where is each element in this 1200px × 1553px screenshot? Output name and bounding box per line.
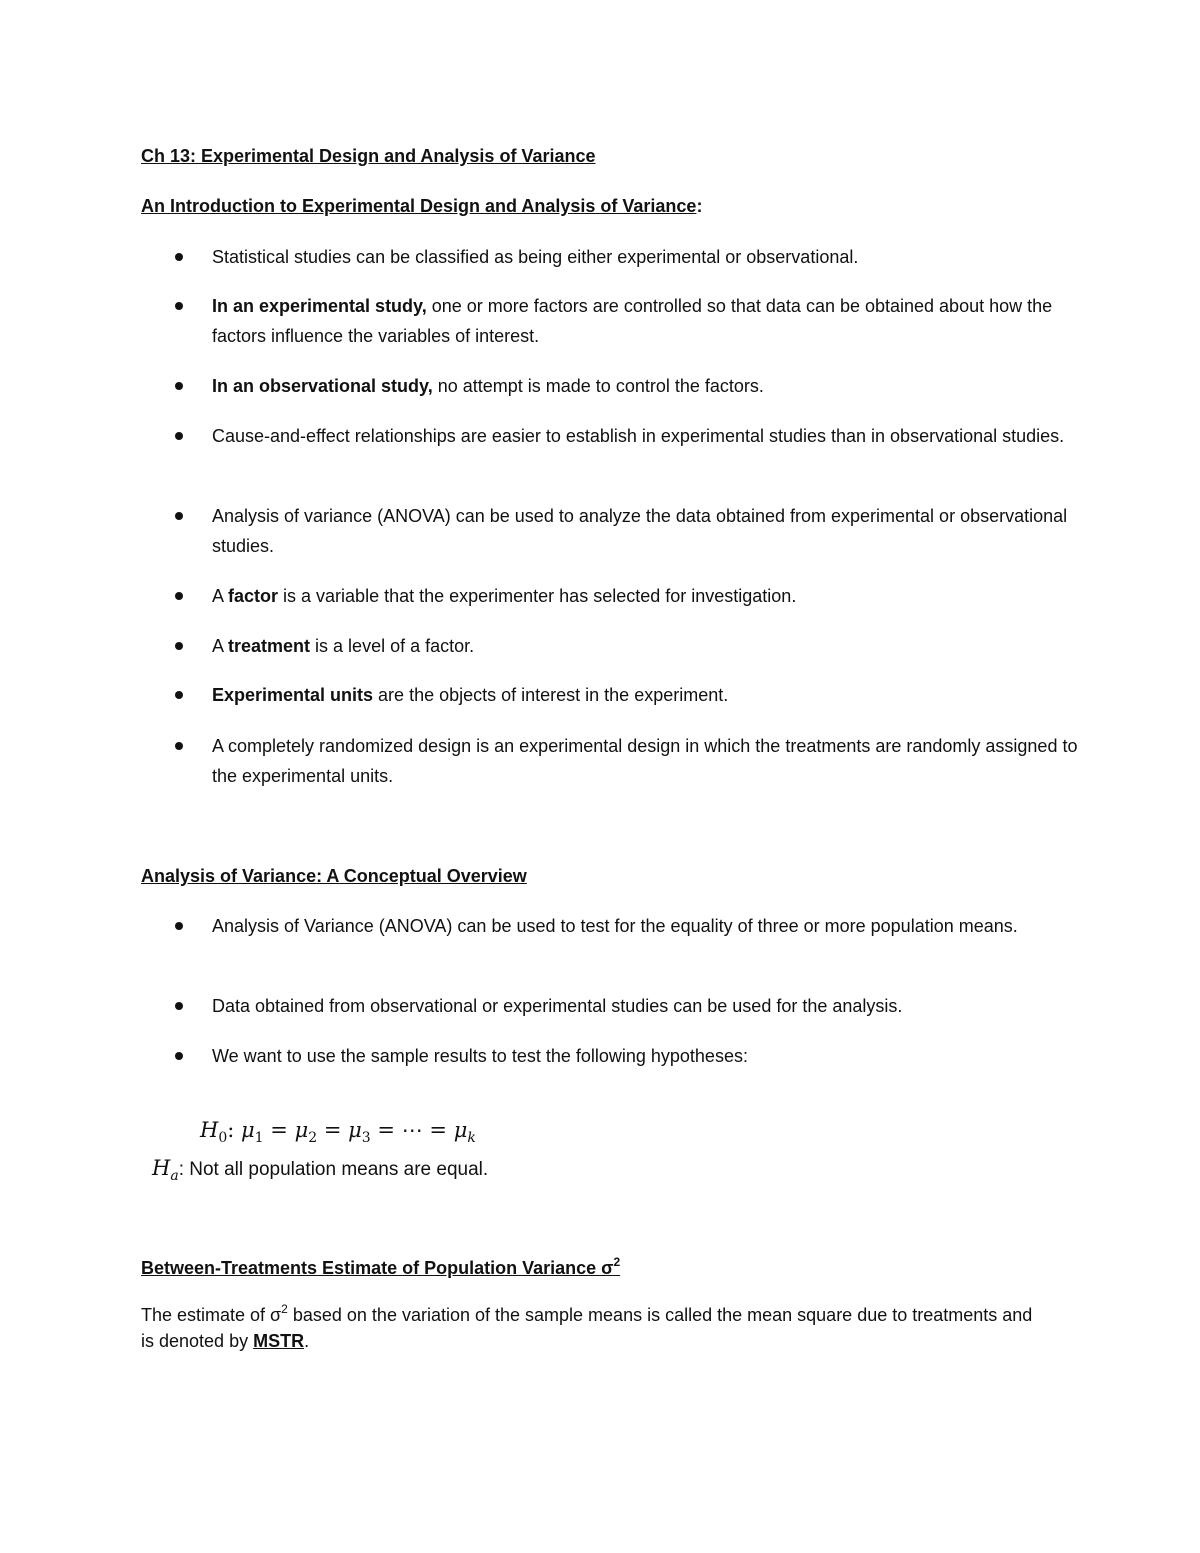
mu-subscript: 1 [254, 1130, 264, 1146]
list-item-body: is a variable that the experimenter has selected for investigation. [278, 586, 797, 606]
list-item-body: is a level of a factor. [310, 636, 475, 656]
bullet-dot-icon [175, 691, 183, 699]
bullet-dot-icon [175, 592, 183, 600]
list-item-text [212, 581, 1092, 611]
list-item-text: A completely randomized design is an experimental design in which the treatments are randomly assigned to the experimental units. [212, 736, 1078, 786]
h-subscript: a [170, 1168, 179, 1184]
equals-sign: = [270, 1118, 288, 1142]
list-item-body: no attempt is made to control the factors. [432, 376, 764, 396]
bold-term: factor [228, 586, 279, 606]
mu-symbol: μ [241, 1118, 255, 1142]
bullet-dot-icon [175, 922, 183, 930]
bullet-dot-icon [175, 642, 183, 650]
section-between-treatments-heading [141, 1255, 621, 1278]
h-subscript: 0 [218, 1130, 228, 1146]
bullet-dot-icon [175, 432, 183, 440]
bullet-dot-icon [175, 1052, 183, 1060]
list-item-prefix: A [212, 586, 229, 606]
mu-symbol: μ [348, 1118, 362, 1142]
mu-subscript: 3 [361, 1130, 371, 1146]
chapter-title: Ch 13: Experimental Design and Analysis of Variance [141, 146, 596, 166]
mu-subscript: k [467, 1130, 476, 1146]
mu-symbol: μ [294, 1118, 309, 1142]
bold-term: treatment [228, 636, 311, 656]
list-item-prefix: A [212, 636, 229, 656]
bullet-dot-icon [175, 742, 183, 750]
bullet-dot-icon [175, 382, 183, 390]
section-between-treatments-title: Between-Treatments Estimate of Population Variance σ [141, 1258, 614, 1278]
para-text: based on the variation of the sample means is called the mean square due to treatments and is denoted by [141, 1305, 1033, 1351]
h-symbol: H [200, 1118, 219, 1142]
list-item-text: We want to use the sample results to test the following hypotheses: [212, 1046, 748, 1066]
bullet-dot-icon [175, 512, 183, 520]
superscript: 2 [281, 1302, 288, 1316]
superscript: 2 [613, 1255, 621, 1269]
equals-sign: = [429, 1118, 447, 1142]
bullet-dot-icon [175, 253, 183, 261]
section-overview-heading: Analysis of Variance: A Conceptual Overview [141, 866, 527, 886]
null-hypothesis [200, 1118, 476, 1146]
list-item-text: Cause-and-effect relationships are easier to establish in experimental studies than in observational studies. [212, 426, 1065, 446]
bullet-dot-icon [175, 1002, 183, 1010]
alternative-hypothesis-text: : Not all population means are equal. [178, 1159, 489, 1180]
bold-term: Experimental units [212, 685, 374, 705]
mstr-paragraph [141, 1302, 1041, 1354]
equals-sign: = [377, 1118, 396, 1142]
list-item-body: are the objects of interest in the experiment. [373, 685, 729, 705]
list-item-text [212, 631, 1092, 661]
mu-subscript: 2 [308, 1130, 318, 1146]
equals-sign: = [323, 1118, 342, 1142]
section-intro-heading [141, 196, 702, 216]
bold-term: In an observational study, [212, 376, 433, 396]
h-symbol: H [152, 1156, 171, 1180]
list-item-text: Statistical studies can be classified as being either experimental or observational. [212, 247, 859, 267]
bullet-dot-icon [175, 302, 183, 310]
para-period: . [304, 1331, 310, 1351]
list-item-text [212, 680, 1092, 710]
h-colon: : [227, 1118, 235, 1142]
list-item-text: Analysis of Variance (ANOVA) can be used to test for the equality of three or more population means. [212, 916, 1018, 936]
ellipsis: ⋯ [401, 1118, 423, 1142]
list-item-text: Data obtained from observational or experimental studies can be used for the analysis. [212, 996, 903, 1016]
para-text: The estimate of σ [141, 1305, 282, 1325]
alternative-hypothesis [152, 1156, 488, 1182]
bold-term: In an experimental study, [212, 296, 427, 316]
list-item-text [212, 371, 1092, 401]
mstr-term: MSTR [253, 1331, 305, 1351]
list-item-text [212, 291, 1092, 351]
section-intro-title: An Introduction to Experimental Design and Analysis of Variance [141, 196, 697, 216]
mu-symbol: μ [453, 1118, 468, 1142]
section-intro-colon: : [696, 196, 703, 216]
list-item-text: Analysis of variance (ANOVA) can be used to analyze the data obtained from experimental or observational studies. [212, 506, 1068, 556]
list-item-body: one or more factors are controlled so that data can be obtained about how the factors influence the variables of interest. [212, 296, 1053, 346]
